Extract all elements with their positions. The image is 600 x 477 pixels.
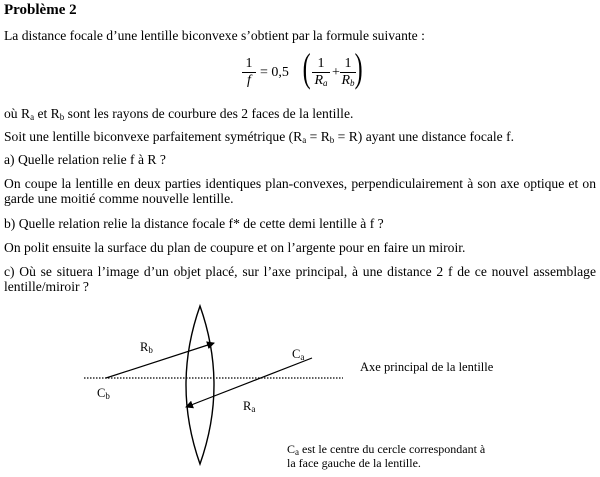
cut-paragraph: On coupe la lentille en deux parties identiques plan-convexes, perpendiculairement à son axe optique et on garde une moitié comme nouvelle lentille. [4,176,596,207]
formula-inverse-f: 1 f [242,56,256,88]
symmetric-sentence: Soit une lentille biconvexe parfaitement symétrique $(R_a = R_b = R)$ ayant une distance focale f. [4,129,515,145]
problem-title: Problème 2 [4,2,77,18]
cb-label: $C_b$ [97,386,110,401]
question-c: c) Où se situera l’image d’un objet placé, sur l’axe principal, à une distance 2 f de ce nouvel assemblage lentille/miroir ? [4,264,596,295]
lens-shape [186,306,214,464]
formula-plus: + [332,65,340,80]
formula-inverse-ra: 1 $R_a$ [312,56,330,88]
rb-label: $R_b$ [140,340,153,355]
question-a: a) Quelle relation relie f à R ? [4,152,166,167]
center-note: $C_a$ est le centre du cercle correspondant à la face gauche de la lentille. [287,442,486,470]
formula-left-paren: ( [302,45,311,90]
intro-text: La distance focale d’une lentille biconvexe s’obtient par la formule suivante : [4,28,425,43]
polish-paragraph: On polit ensuite la surface du plan de coupure et on l’argente pour en faire un miroir. [4,240,466,255]
formula-coefficient: = 0,5 [260,65,289,80]
rb-ray [106,343,214,378]
focal-formula [240,45,370,100]
formula-right-paren: ) [354,45,363,90]
radii-sentence: où $R_a$ et $R_b$ sont les rayons de courbure des 2 faces de la lentille. [4,106,354,122]
axis-label: Axe principal de la lentille [360,360,494,374]
formula-inverse-rb: 1 $R_b$ [341,56,355,88]
ra-label: $R_a$ [243,399,256,414]
question-b: b) Quelle relation relie la distance focale f* de cette demi lentille à f ? [4,216,384,231]
ca-label: $C_a$ [292,347,305,362]
